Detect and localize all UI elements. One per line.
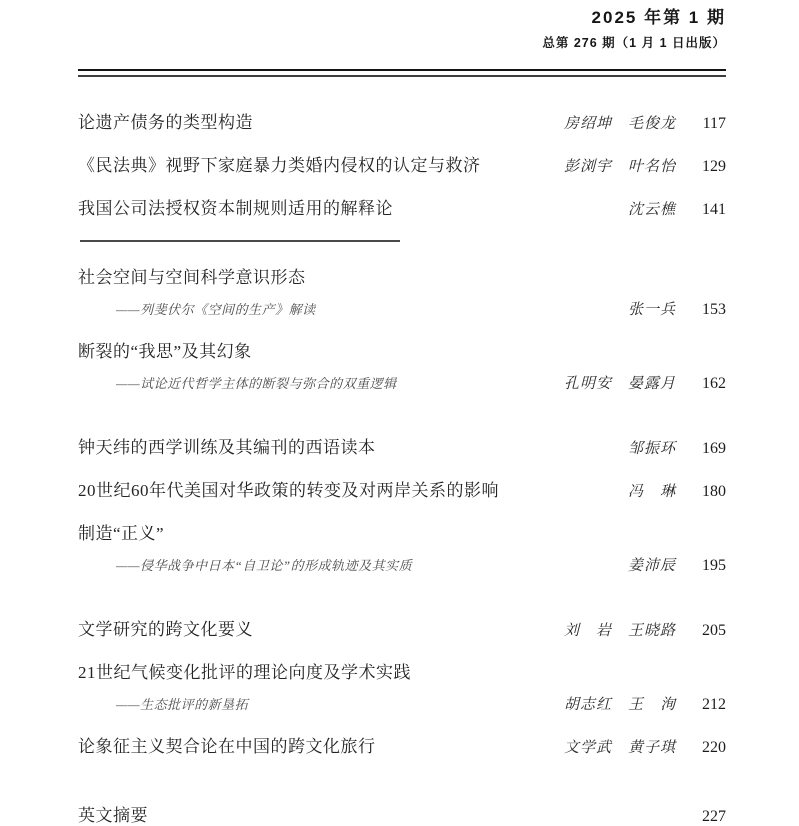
entry-subtitle: ——试论近代哲学主体的断裂与弥合的双重逻辑 — [116, 376, 397, 391]
entry-authors: 房绍坤 毛俊龙 — [563, 116, 676, 132]
entry-title: 21世纪气候变化批评的理论向度及学术实践 — [78, 663, 411, 682]
entry-title: 《民法典》视野下家庭暴力类婚内侵权的认定与救济 — [78, 156, 481, 175]
entry-title: 论遗产债务的类型构造 — [78, 113, 253, 132]
toc-entry — [78, 481, 726, 502]
entry-title: 文学研究的跨文化要义 — [78, 620, 253, 639]
entry-page-number: 153 — [702, 301, 726, 318]
entry-subtitle: ——列斐伏尔《空间的生产》解读 — [116, 302, 316, 317]
section-separator — [80, 240, 400, 242]
entry-title: 20世纪60年代美国对华政策的转变及对两岸关系的影响 — [78, 481, 499, 500]
toc-entry — [78, 268, 726, 320]
table-of-contents — [78, 113, 726, 826]
issue-number: 2025 年第 1 期 — [591, 8, 726, 27]
toc-entry — [78, 806, 726, 826]
entry-page-number: 129 — [702, 158, 726, 175]
entry-authors: 刘 岩 王晓路 — [563, 623, 676, 639]
volume-info: 总第 276 期（1 月 1 日出版） — [542, 36, 726, 50]
entry-authors: 张一兵 — [627, 302, 676, 318]
entry-authors: 邹振环 — [627, 441, 676, 457]
toc-entry — [78, 737, 726, 758]
entry-page-number: 162 — [702, 375, 726, 392]
entry-title: 论象征主义契合论在中国的跨文化旅行 — [78, 737, 376, 756]
toc-entry — [78, 113, 726, 134]
entry-page-number: 220 — [702, 739, 726, 756]
entry-authors: 彭浏宇 叶名怡 — [563, 159, 676, 175]
entry-page-number: 141 — [702, 201, 726, 218]
header-double-rule — [78, 69, 726, 77]
entry-authors: 沈云樵 — [627, 202, 676, 218]
entry-authors: 胡志红 王 洵 — [563, 697, 676, 713]
page-header — [78, 8, 726, 51]
toc-entry — [78, 199, 726, 220]
entry-title: 制造“正义” — [78, 524, 165, 543]
entry-title: 社会空间与空间科学意识形态 — [78, 268, 306, 287]
entry-page-number: 227 — [702, 808, 726, 825]
toc-entry — [78, 156, 726, 177]
entry-title: 钟天纬的西学训练及其编刊的西语读本 — [78, 438, 376, 457]
entry-page-number: 195 — [702, 557, 726, 574]
entry-authors: 文学武 黄子琪 — [563, 740, 676, 756]
entry-title: 断裂的“我思”及其幻象 — [78, 342, 252, 361]
toc-entry — [78, 438, 726, 459]
entry-authors: 姜沛辰 — [627, 558, 676, 574]
toc-entry — [78, 524, 726, 576]
entry-page-number: 117 — [702, 115, 726, 132]
entry-page-number: 180 — [702, 483, 726, 500]
entry-subtitle: ——侵华战争中日本“自卫论”的形成轨迹及其实质 — [116, 558, 413, 573]
entry-authors: 冯 琳 — [627, 484, 676, 500]
entry-page-number: 212 — [702, 696, 726, 713]
entry-title: 我国公司法授权资本制规则适用的解释论 — [78, 199, 393, 218]
entry-authors: 孔明安 晏露月 — [563, 376, 676, 392]
entry-subtitle: ——生态批评的新垦拓 — [116, 697, 249, 712]
entry-page-number: 169 — [702, 440, 726, 457]
toc-entry — [78, 663, 726, 715]
toc-entry — [78, 620, 726, 641]
entry-title: 英文摘要 — [78, 806, 148, 825]
entry-page-number: 205 — [702, 622, 726, 639]
toc-entry — [78, 342, 726, 394]
